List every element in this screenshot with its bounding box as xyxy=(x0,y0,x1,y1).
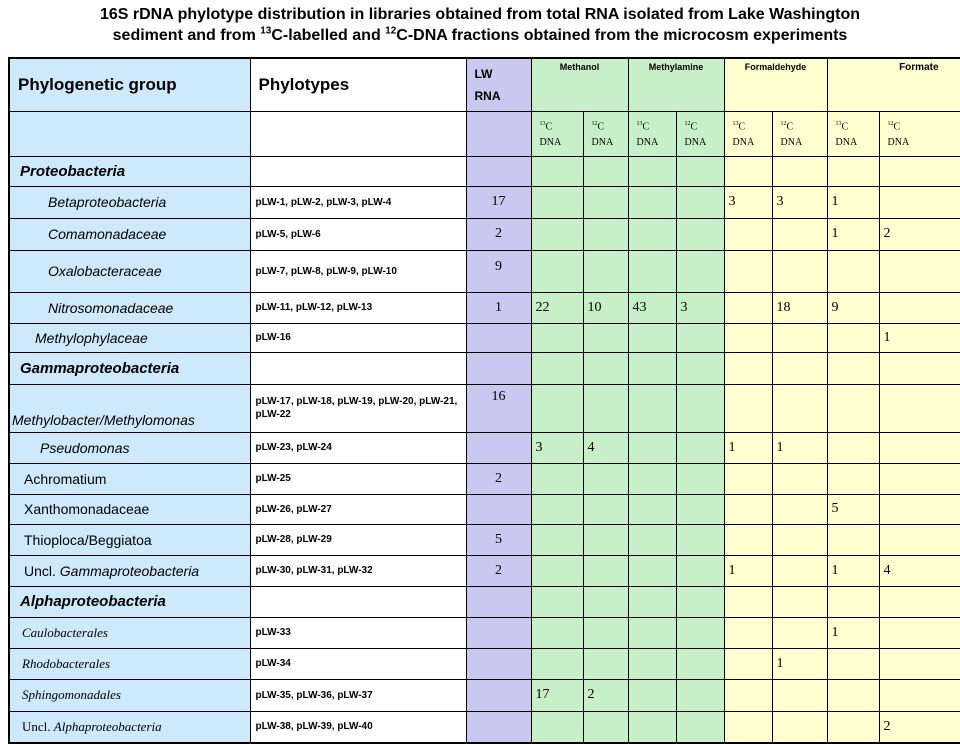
phylotypes-cell: pLW-1, pLW-2, pLW-3, pLW-4 xyxy=(250,186,466,218)
table-row xyxy=(9,679,960,711)
group-name: Betaproteobacteria xyxy=(48,194,167,210)
isotope-fraction: DNA xyxy=(835,136,858,148)
phylotype-table xyxy=(8,57,960,744)
count-value xyxy=(724,250,772,292)
group-name: Xanthomonadaceae xyxy=(24,501,150,517)
count-value xyxy=(531,352,583,384)
table-row xyxy=(9,432,960,463)
isotope-mass: 13 xyxy=(636,121,643,128)
header-row xyxy=(9,58,960,111)
count-value xyxy=(583,494,628,524)
lw-rna-value xyxy=(466,648,531,679)
count-value xyxy=(628,648,676,679)
header-phylotypes: Phylotypes xyxy=(250,58,466,111)
count-value: 1 xyxy=(772,432,827,463)
phylotypes-cell: pLW-38, pLW-39, pLW-40 xyxy=(250,711,466,743)
isotope-element: C xyxy=(642,121,650,133)
count-value: 4 xyxy=(879,555,960,586)
isotope-row-lw-cell xyxy=(466,111,531,156)
count-value xyxy=(676,711,724,743)
phylogenetic-group-cell xyxy=(9,586,250,617)
isotope-row-phylotype-cell xyxy=(250,111,466,156)
count-value xyxy=(628,711,676,743)
count-value xyxy=(676,586,724,617)
count-value xyxy=(583,186,628,218)
count-value: 1 xyxy=(827,617,879,648)
count-value xyxy=(724,156,772,186)
count-value: 2 xyxy=(879,218,960,250)
lw-rna-value: 5 xyxy=(466,524,531,555)
table-row xyxy=(9,186,960,218)
lw-rna-value xyxy=(466,432,531,463)
group-name: Rhodobacterales xyxy=(22,655,111,671)
count-value xyxy=(724,323,772,352)
count-value xyxy=(531,494,583,524)
count-value: 3 xyxy=(676,292,724,323)
phylogenetic-group-cell xyxy=(9,323,250,352)
count-value xyxy=(628,679,676,711)
count-value: 1 xyxy=(827,186,879,218)
isotope-mass: 12 xyxy=(887,121,894,128)
count-value xyxy=(676,617,724,648)
title-part: C-labelled and xyxy=(271,27,386,44)
count-value: 5 xyxy=(827,494,879,524)
lw-rna-value xyxy=(466,617,531,648)
count-value xyxy=(628,617,676,648)
isotope-fraction: DNA xyxy=(591,136,614,148)
lw-rna-value xyxy=(466,586,531,617)
count-value xyxy=(772,555,827,586)
count-value: 4 xyxy=(583,432,628,463)
phylogenetic-group-cell xyxy=(9,292,250,323)
isotope-element: C xyxy=(690,121,698,133)
count-value xyxy=(531,218,583,250)
phylotypes-cell xyxy=(250,586,466,617)
count-value xyxy=(827,586,879,617)
table-row xyxy=(9,524,960,555)
table-row xyxy=(9,250,960,292)
phylogenetic-group-cell xyxy=(9,250,250,292)
count-value xyxy=(531,156,583,186)
isotope-fraction: DNA xyxy=(539,136,562,148)
table-row xyxy=(9,648,960,679)
group-name: Achromatium xyxy=(24,470,107,487)
count-value xyxy=(628,186,676,218)
header-lw-line2: RNA xyxy=(474,88,501,103)
count-value xyxy=(676,384,724,432)
count-value xyxy=(676,186,724,218)
count-value xyxy=(676,679,724,711)
count-value: 3 xyxy=(724,186,772,218)
count-value xyxy=(827,463,879,494)
count-value xyxy=(583,156,628,186)
count-value xyxy=(583,648,628,679)
count-value xyxy=(879,156,960,186)
count-value xyxy=(879,186,960,218)
count-value xyxy=(772,156,827,186)
header-formaldehyde: Formaldehyde xyxy=(724,58,827,111)
group-name: Gammaproteobacteria xyxy=(59,562,200,579)
phylotypes-cell xyxy=(250,352,466,384)
count-value xyxy=(676,250,724,292)
phylogenetic-group-cell xyxy=(9,186,250,218)
isotope-mass: 12 xyxy=(591,121,598,128)
count-value xyxy=(827,384,879,432)
phylotypes-cell: pLW-17, pLW-18, pLW-19, pLW-20, pLW-21, pLW-22 xyxy=(250,384,466,432)
count-value xyxy=(628,432,676,463)
count-value xyxy=(724,524,772,555)
count-value xyxy=(531,617,583,648)
table-row xyxy=(9,494,960,524)
isotope-mass: 13 xyxy=(732,121,739,128)
phylotypes-cell: pLW-16 xyxy=(250,323,466,352)
count-value xyxy=(583,463,628,494)
count-value: 9 xyxy=(827,292,879,323)
lw-rna-value: 9 xyxy=(466,250,531,292)
phylogenetic-group-cell xyxy=(9,156,250,186)
title-line-1: 16S rDNA phylotype distribution in libraries obtained from total RNA isolated from Lake Washington xyxy=(99,6,861,23)
header-methylamine: Methylamine xyxy=(628,58,724,111)
table-row xyxy=(9,292,960,323)
count-value xyxy=(583,218,628,250)
lw-rna-value xyxy=(466,156,531,186)
count-value xyxy=(879,586,960,617)
isotope-mass: 12 xyxy=(780,121,787,128)
isotope-header-2 xyxy=(628,111,676,156)
count-value: 3 xyxy=(531,432,583,463)
count-value xyxy=(724,384,772,432)
count-value: 1 xyxy=(724,555,772,586)
isotope-mass: 13 xyxy=(835,121,842,128)
count-value xyxy=(827,524,879,555)
isotope-header-7 xyxy=(879,111,960,156)
count-value: 17 xyxy=(531,679,583,711)
group-name: Methylophylaceae xyxy=(35,329,148,346)
lw-rna-value xyxy=(466,711,531,743)
isotope-fraction: DNA xyxy=(684,136,707,148)
phylogenetic-group-cell xyxy=(9,648,250,679)
phylogenetic-group-cell xyxy=(9,218,250,250)
isotope-mass: 12 xyxy=(684,121,691,128)
title-part: sediment and from xyxy=(112,27,261,44)
phylotypes-cell: pLW-30, pLW-31, pLW-32 xyxy=(250,555,466,586)
count-value xyxy=(724,586,772,617)
phylogenetic-group-cell xyxy=(9,555,250,586)
count-value xyxy=(772,586,827,617)
count-value xyxy=(628,250,676,292)
count-value xyxy=(531,586,583,617)
count-value xyxy=(772,711,827,743)
count-value xyxy=(879,524,960,555)
isotope-fraction: DNA xyxy=(887,136,910,148)
count-value: 18 xyxy=(772,292,827,323)
count-value xyxy=(879,432,960,463)
count-value: 22 xyxy=(531,292,583,323)
isotope-row-group-cell xyxy=(9,111,250,156)
count-value xyxy=(772,463,827,494)
count-value xyxy=(531,711,583,743)
count-value xyxy=(827,156,879,186)
count-value xyxy=(772,352,827,384)
count-value xyxy=(583,384,628,432)
count-value xyxy=(676,463,724,494)
count-value xyxy=(676,555,724,586)
count-value xyxy=(628,524,676,555)
count-value xyxy=(583,711,628,743)
isotope-header-4 xyxy=(724,111,772,156)
count-value xyxy=(628,156,676,186)
count-value xyxy=(724,352,772,384)
count-value: 1 xyxy=(827,218,879,250)
count-value xyxy=(772,617,827,648)
count-value xyxy=(724,679,772,711)
title-superscript: 13 xyxy=(260,25,272,37)
table-row xyxy=(9,156,960,186)
count-value xyxy=(531,524,583,555)
count-value: 1 xyxy=(827,555,879,586)
table-row xyxy=(9,218,960,250)
count-value xyxy=(531,186,583,218)
count-value xyxy=(676,352,724,384)
count-value xyxy=(772,679,827,711)
isotope-header-0 xyxy=(531,111,583,156)
count-value xyxy=(628,323,676,352)
count-value xyxy=(676,524,724,555)
count-value xyxy=(827,250,879,292)
count-value xyxy=(772,250,827,292)
count-value: 43 xyxy=(628,292,676,323)
count-value xyxy=(724,463,772,494)
isotope-header-5 xyxy=(772,111,827,156)
count-value xyxy=(827,711,879,743)
count-value xyxy=(676,648,724,679)
table-row xyxy=(9,463,960,494)
phylotypes-cell: pLW-25 xyxy=(250,463,466,494)
isotope-header-3 xyxy=(676,111,724,156)
count-value xyxy=(531,463,583,494)
phylogenetic-group-cell xyxy=(9,524,250,555)
phylogenetic-group-cell xyxy=(9,384,250,432)
count-value xyxy=(724,648,772,679)
count-value xyxy=(531,384,583,432)
isotope-element: C xyxy=(841,121,849,133)
count-value xyxy=(628,555,676,586)
isotope-element: C xyxy=(786,121,794,133)
phylogenetic-group-cell xyxy=(9,617,250,648)
count-value xyxy=(772,524,827,555)
count-value xyxy=(827,323,879,352)
title-superscript: 12 xyxy=(385,25,397,37)
isotope-mass: 13 xyxy=(539,121,546,128)
count-value xyxy=(583,524,628,555)
count-value: 1 xyxy=(879,323,960,352)
page-title xyxy=(0,4,960,46)
count-value xyxy=(676,432,724,463)
count-value xyxy=(628,494,676,524)
table-row xyxy=(9,555,960,586)
group-prefix: Uncl. xyxy=(22,718,54,734)
table-row xyxy=(9,352,960,384)
header-formate: Formate xyxy=(827,58,960,111)
count-value xyxy=(724,218,772,250)
phylotypes-cell: pLW-5, pLW-6 xyxy=(250,218,466,250)
count-value xyxy=(583,323,628,352)
count-value: 10 xyxy=(583,292,628,323)
count-value xyxy=(628,352,676,384)
count-value: 3 xyxy=(772,186,827,218)
count-value xyxy=(676,323,724,352)
count-value xyxy=(583,586,628,617)
count-value xyxy=(827,648,879,679)
count-value xyxy=(879,648,960,679)
count-value xyxy=(827,432,879,463)
phylotypes-cell: pLW-26, pLW-27 xyxy=(250,494,466,524)
phylotypes-cell xyxy=(250,156,466,186)
count-value xyxy=(531,250,583,292)
isotope-element: C xyxy=(893,121,901,133)
group-name: Alphaproteobacteria xyxy=(53,718,162,734)
phylogenetic-group-cell xyxy=(9,711,250,743)
lw-rna-value: 17 xyxy=(466,186,531,218)
group-name: Sphingomonadales xyxy=(22,687,121,702)
phylotypes-cell: pLW-33 xyxy=(250,617,466,648)
isotope-fraction: DNA xyxy=(732,136,755,148)
count-value xyxy=(879,250,960,292)
lw-rna-value xyxy=(466,679,531,711)
count-value xyxy=(531,648,583,679)
table-row xyxy=(9,384,960,432)
phylogenetic-group-cell xyxy=(9,352,250,384)
count-value xyxy=(879,679,960,711)
count-value xyxy=(628,384,676,432)
table-row xyxy=(9,323,960,352)
count-value xyxy=(827,679,879,711)
isotope-header-6 xyxy=(827,111,879,156)
group-name: Comamonadaceae xyxy=(48,226,167,242)
count-value: 1 xyxy=(772,648,827,679)
group-name: Oxalobacteraceae xyxy=(48,263,162,279)
isotope-header-1 xyxy=(583,111,628,156)
count-value xyxy=(531,555,583,586)
lw-rna-value: 1 xyxy=(466,292,531,323)
phylotypes-cell: pLW-23, pLW-24 xyxy=(250,432,466,463)
lw-rna-value: 2 xyxy=(466,218,531,250)
count-value xyxy=(827,352,879,384)
count-value xyxy=(772,323,827,352)
count-value xyxy=(724,494,772,524)
group-name: Gammaproteobacteria xyxy=(20,359,180,377)
group-name: Pseudomonas xyxy=(40,439,130,456)
isotope-fraction: DNA xyxy=(780,136,803,148)
lw-rna-value xyxy=(466,352,531,384)
count-value xyxy=(676,218,724,250)
count-value xyxy=(583,555,628,586)
lw-rna-value xyxy=(466,494,531,524)
lw-rna-value: 16 xyxy=(466,384,531,432)
phylotypes-cell: pLW-34 xyxy=(250,648,466,679)
phylotypes-cell: pLW-7, pLW-8, pLW-9, pLW-10 xyxy=(250,250,466,292)
group-name: Nitrosomonadaceae xyxy=(48,299,174,316)
phylotypes-cell: pLW-11, pLW-12, pLW-13 xyxy=(250,292,466,323)
count-value xyxy=(676,494,724,524)
count-value xyxy=(583,352,628,384)
count-value: 1 xyxy=(724,432,772,463)
isotope-fraction: DNA xyxy=(636,136,659,148)
count-value xyxy=(772,218,827,250)
count-value xyxy=(676,156,724,186)
lw-rna-value: 2 xyxy=(466,463,531,494)
lw-rna-value xyxy=(466,323,531,352)
lw-rna-value: 2 xyxy=(466,555,531,586)
isotope-element: C xyxy=(597,121,605,133)
group-name: Methylobacter/Methylomonas xyxy=(12,411,195,428)
header-phylogenetic-group: Phylogenetic group xyxy=(9,58,250,111)
count-value xyxy=(879,384,960,432)
title-part: C-DNA fractions obtained from the microcosm experiments xyxy=(396,27,848,44)
phylotypes-cell: pLW-35, pLW-36, pLW-37 xyxy=(250,679,466,711)
count-value xyxy=(879,352,960,384)
phylogenetic-group-cell xyxy=(9,463,250,494)
count-value xyxy=(628,586,676,617)
count-value xyxy=(879,292,960,323)
table-row xyxy=(9,617,960,648)
isotope-element: C xyxy=(545,121,553,133)
phylotypes-cell: pLW-28, pLW-29 xyxy=(250,524,466,555)
header-methanol: Methanol xyxy=(531,58,628,111)
group-name: Thioploca/Beggiatoa xyxy=(24,531,152,548)
count-value xyxy=(583,617,628,648)
group-prefix: Uncl. xyxy=(24,562,60,579)
header-lw-line1: LW xyxy=(474,66,493,81)
count-value xyxy=(879,494,960,524)
isotope-row xyxy=(9,111,960,156)
count-value xyxy=(531,323,583,352)
group-name: Alphaproteobacteria xyxy=(20,593,166,610)
count-value xyxy=(879,617,960,648)
count-value xyxy=(628,218,676,250)
header-lw-rna xyxy=(466,58,531,111)
title-line-2 xyxy=(0,25,960,46)
count-value xyxy=(583,250,628,292)
group-name: Caulobacterales xyxy=(22,624,108,640)
count-value xyxy=(724,292,772,323)
count-value xyxy=(628,463,676,494)
phylogenetic-group-cell xyxy=(9,432,250,463)
count-value xyxy=(879,463,960,494)
count-value: 2 xyxy=(583,679,628,711)
count-value: 2 xyxy=(879,711,960,743)
group-name: Proteobacteria xyxy=(20,162,126,180)
count-value xyxy=(724,617,772,648)
table-row xyxy=(9,711,960,743)
count-value xyxy=(724,711,772,743)
isotope-element: C xyxy=(738,121,746,133)
table-row xyxy=(9,586,960,617)
phylogenetic-group-cell xyxy=(9,494,250,524)
count-value xyxy=(772,384,827,432)
count-value xyxy=(772,494,827,524)
phylogenetic-group-cell xyxy=(9,679,250,711)
